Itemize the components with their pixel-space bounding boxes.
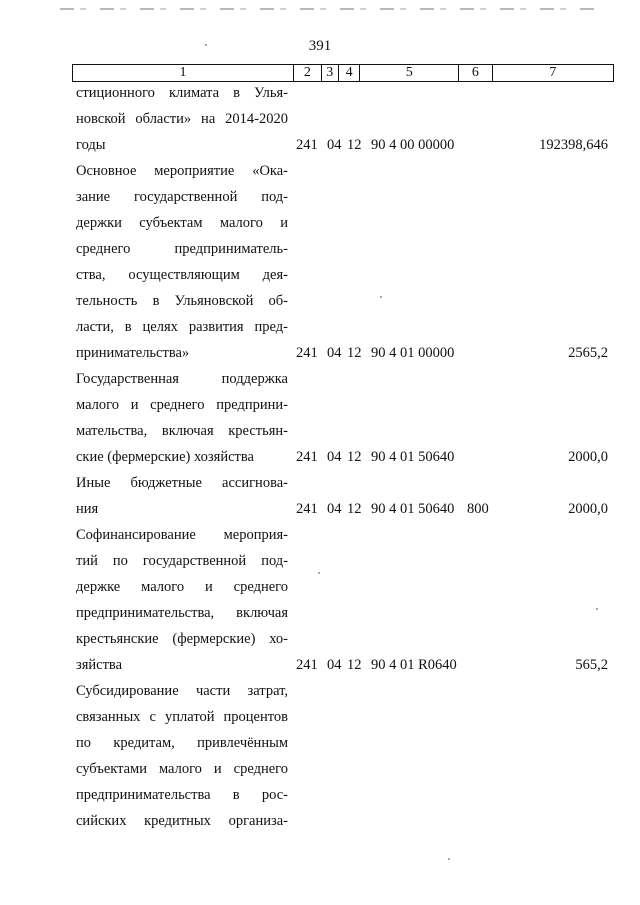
code-expense-type: 800 [467, 501, 489, 517]
code-subsection: 12 [347, 449, 362, 465]
description-line: принимательства» [76, 345, 190, 361]
row-description [76, 522, 288, 678]
column-header-row [73, 65, 614, 82]
column-header-4: 4 [338, 65, 359, 82]
description-line: ния [76, 501, 99, 517]
code-section: 04 [327, 657, 342, 673]
amount: 565,2 [575, 657, 608, 673]
code-section: 04 [327, 501, 342, 517]
column-header-2: 2 [294, 65, 322, 82]
description-line: тий по государственной под- [76, 553, 288, 569]
description-line: малого и среднего предприни- [76, 397, 288, 413]
code-subsection: 12 [347, 501, 362, 517]
description-line: связанных с уплатой процентов [76, 709, 288, 725]
row-description [76, 80, 288, 158]
code-section: 04 [327, 137, 342, 153]
description-line: сийских кредитных организа- [76, 813, 288, 829]
column-header-7: 7 [492, 65, 613, 82]
row-description [76, 678, 288, 834]
code-target-article: 90 4 01 R0640 [371, 657, 457, 673]
amount: 192398,646 [539, 137, 608, 153]
description-line: Софинансирование мероприя- [76, 527, 288, 543]
description-line: среднего предприниматель- [76, 241, 288, 257]
description-line: стиционного климата в Улья- [76, 85, 288, 101]
scan-speck [318, 572, 320, 574]
description-line: ласти, в целях развития пред- [76, 319, 288, 335]
description-line: зяйства [76, 657, 123, 673]
description-line: Иные бюджетные ассигнова- [76, 475, 288, 491]
code-target-article: 90 4 00 00000 [371, 137, 455, 153]
code-target-article: 90 4 01 50640 [371, 501, 455, 517]
code-section: 04 [327, 345, 342, 361]
description-line: тельность в Ульяновской об- [76, 293, 288, 309]
description-line: зание государственной под- [76, 189, 288, 205]
row-description [76, 470, 288, 522]
page-number: 391 [308, 38, 332, 54]
description-line: Государственная поддержка [76, 371, 288, 387]
row-description [76, 366, 288, 470]
column-header-1: 1 [73, 65, 294, 82]
code-subsection: 12 [347, 345, 362, 361]
code-admin: 241 [296, 501, 318, 517]
amount: 2000,0 [568, 501, 608, 517]
description-line: годы [76, 137, 106, 153]
code-admin: 241 [296, 657, 318, 673]
code-target-article: 90 4 01 00000 [371, 345, 455, 361]
column-header-5: 5 [360, 65, 459, 82]
amount: 2000,0 [568, 449, 608, 465]
scan-speck [448, 858, 450, 860]
code-subsection: 12 [347, 137, 362, 153]
code-admin: 241 [296, 345, 318, 361]
description-line: крестьянские (фермерские) хо- [76, 631, 288, 647]
description-line: держке малого и среднего [76, 579, 288, 595]
code-target-article: 90 4 01 50640 [371, 449, 455, 465]
code-admin: 241 [296, 137, 318, 153]
description-line: по кредитам, привлечённым [76, 735, 288, 751]
column-header-3: 3 [321, 65, 338, 82]
description-line: мательства, включая крестьян- [76, 423, 288, 439]
code-admin: 241 [296, 449, 318, 465]
description-line: субъектами малого и среднего [76, 761, 288, 777]
scan-speck [596, 608, 598, 610]
code-section: 04 [327, 449, 342, 465]
scan-artifact-line [60, 8, 600, 10]
column-header-6: 6 [459, 65, 493, 82]
description-line: ства, осуществляющим дея- [76, 267, 288, 283]
description-line: ские (фермерские) хозяйства [76, 449, 254, 465]
description-line: Основное мероприятие «Ока- [76, 163, 288, 179]
description-line: предпринимательства в рос- [76, 787, 288, 803]
scan-speck [380, 296, 382, 298]
description-line: Субсидирование части затрат, [76, 683, 288, 699]
code-subsection: 12 [347, 657, 362, 673]
description-line: держки субъектам малого и [76, 215, 288, 231]
description-line: новской области» на 2014-2020 [76, 111, 288, 127]
amount: 2565,2 [568, 345, 608, 361]
row-description [76, 158, 288, 366]
description-line: предпринимательства, включая [76, 605, 288, 621]
